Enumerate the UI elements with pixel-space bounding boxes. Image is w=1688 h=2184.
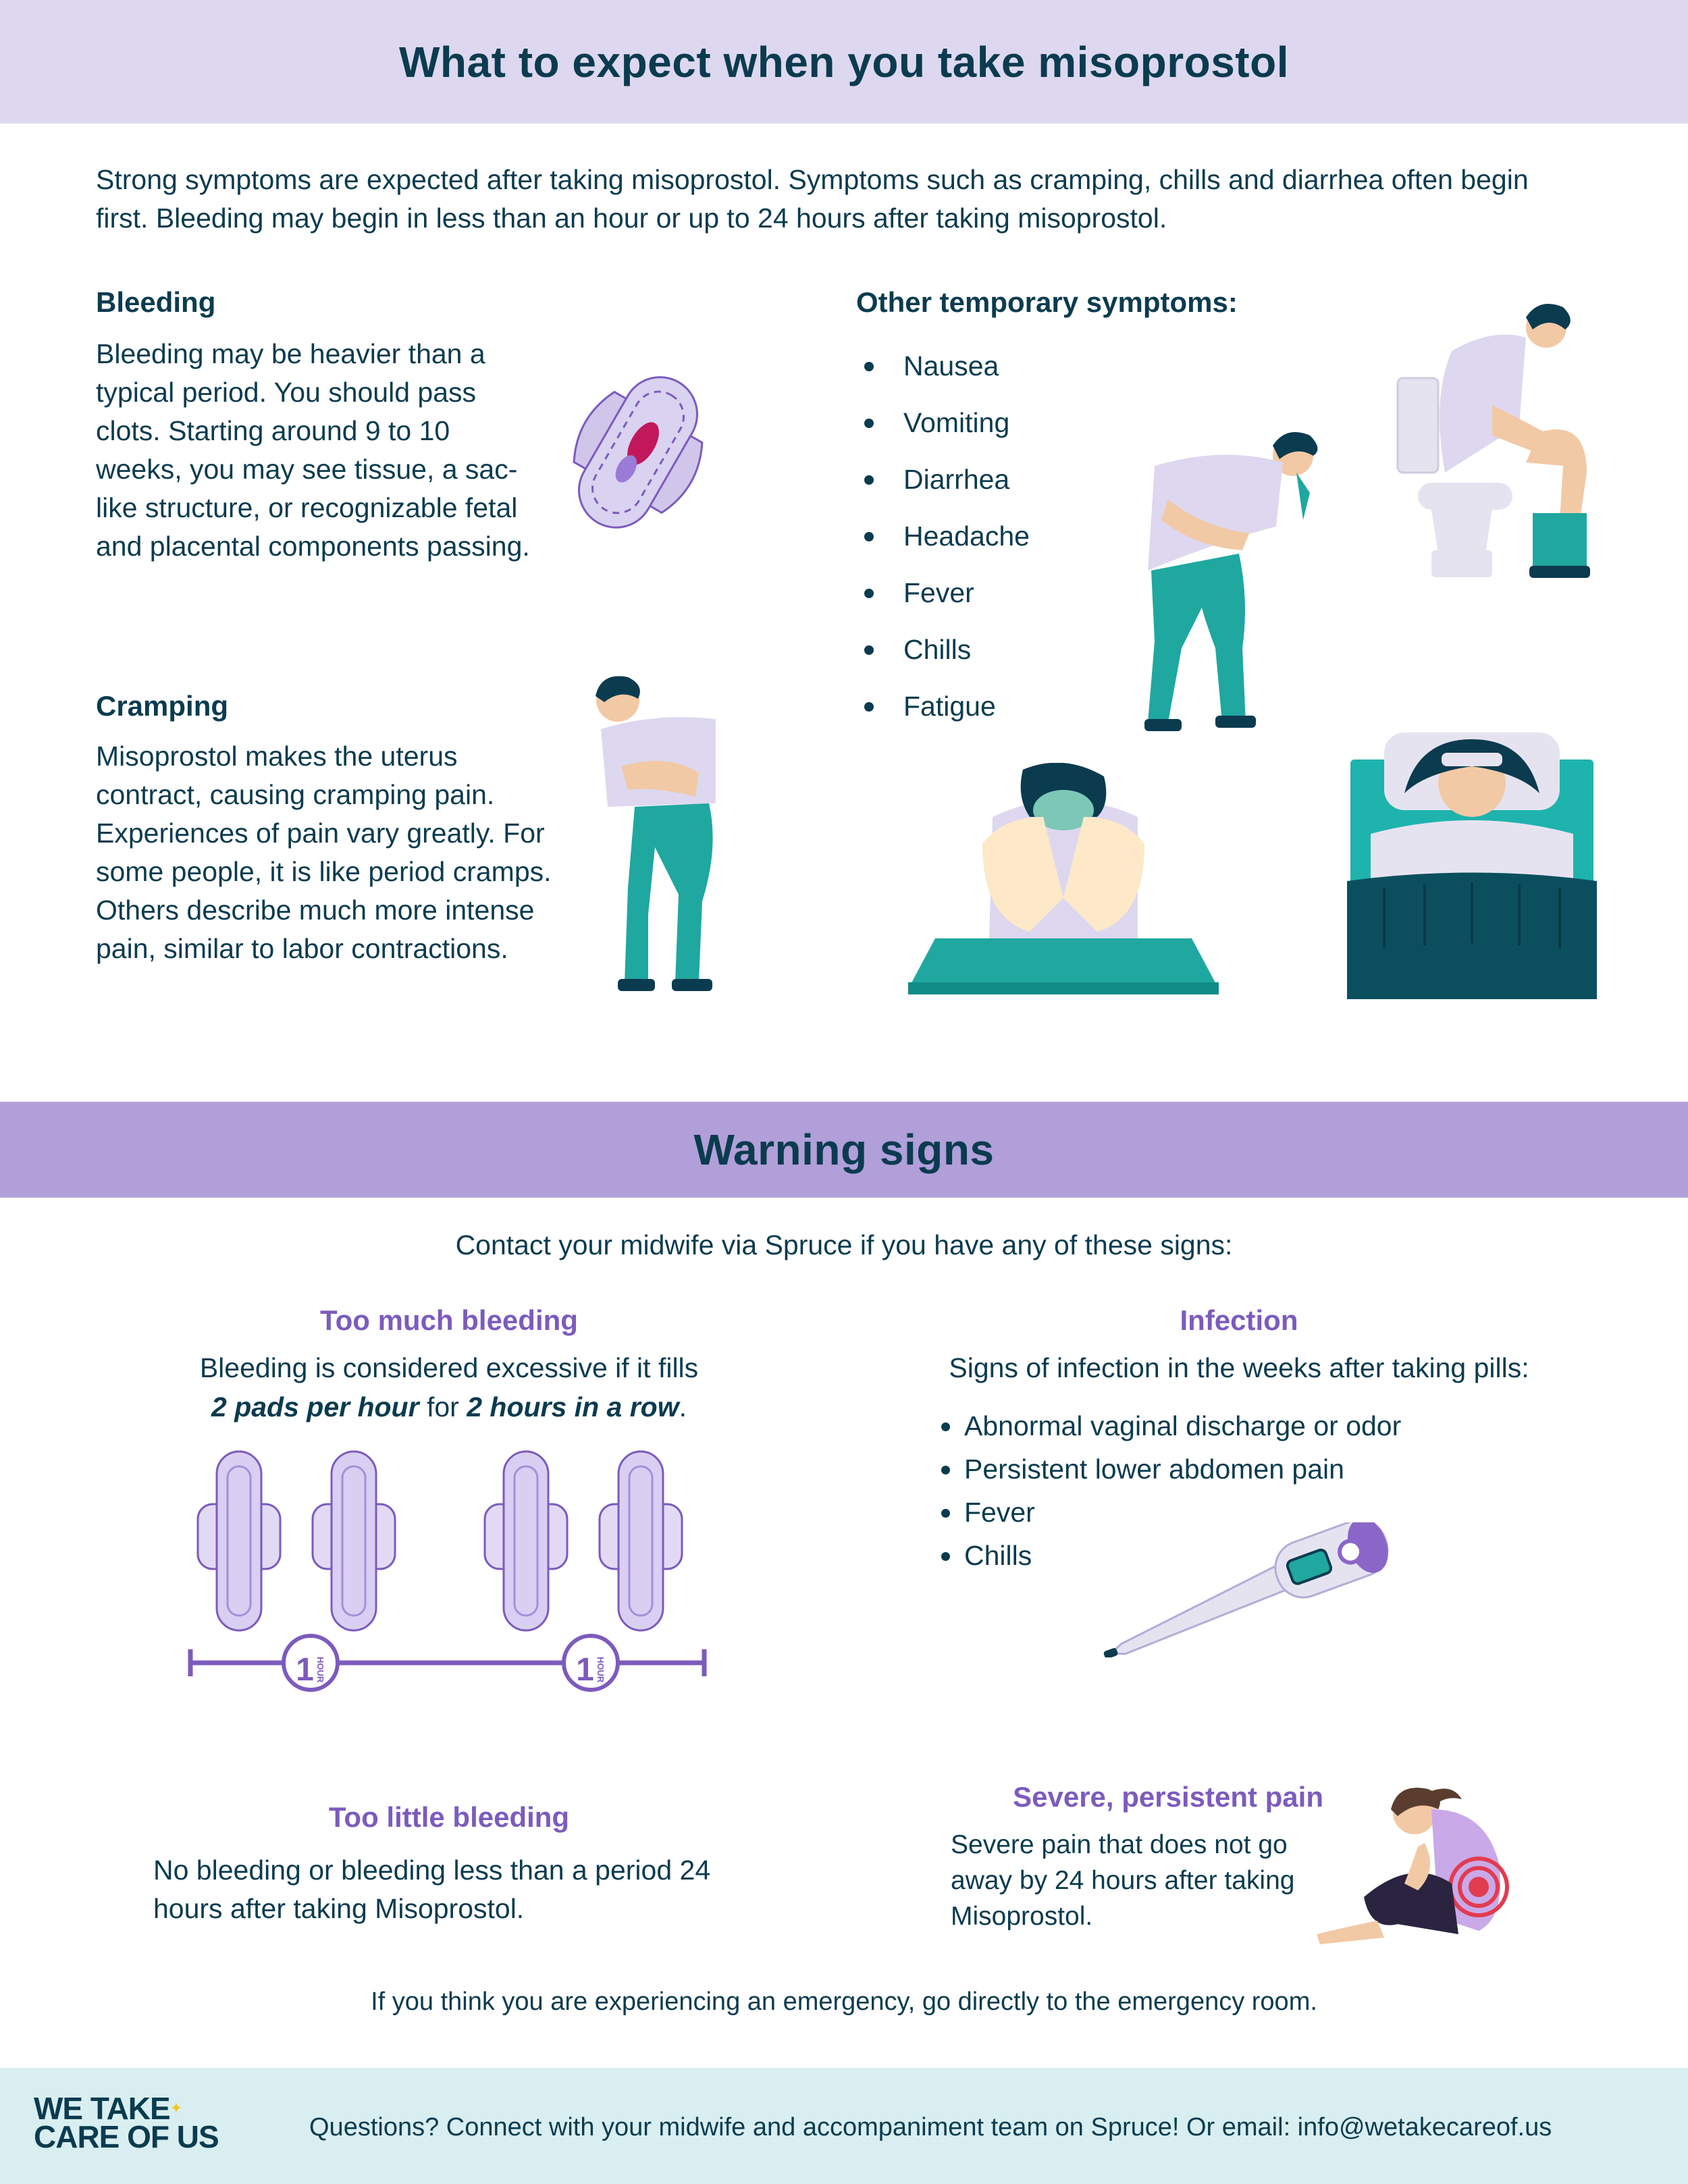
timer-number: 1 <box>296 1651 314 1688</box>
pad-icon <box>600 1451 682 1630</box>
timer-unit: HOUR <box>315 1656 325 1683</box>
infection-intro: Signs of infection in the weeks after taking pills: <box>949 1352 1529 1383</box>
severe-pain-heading: Severe, persistent pain <box>1013 1781 1323 1813</box>
too-little-bleeding-heading: Too little bleeding <box>328 1801 570 1833</box>
list-item: Headache <box>856 508 1030 564</box>
too-much-bleeding-heading: Too much bleeding <box>320 1304 578 1336</box>
logo-line-1: WE TAKE✦ <box>34 2091 182 2126</box>
footer-text: Questions? Connect with your midwife and accompaniment team on Spruce! Or email: info@wetakecareof.us <box>309 2113 1552 2141</box>
list-item: Chills <box>856 621 1030 678</box>
timer-icon <box>564 1643 618 1697</box>
list-item: Fatigue <box>856 678 1030 735</box>
thermometer-icon <box>1090 1522 1401 1657</box>
too-much-bleeding-line2 <box>108 1388 790 1427</box>
pads-per-hour-text: 2 pads per hour <box>211 1391 419 1422</box>
too-much-bleeding-line1: Bleeding is considered excessive if it fills <box>199 1352 699 1383</box>
vomiting-person-illustration <box>1141 425 1330 743</box>
bleeding-heading: Bleeding <box>96 286 216 318</box>
footer-logo[interactable] <box>34 2091 219 2154</box>
pad-icon <box>198 1451 280 1630</box>
emergency-text: If you think you are experiencing an emergency, go directly to the emergency room. <box>371 1988 1317 2016</box>
pads-timeline-illustration <box>182 1445 716 1695</box>
pain-person-illustration <box>1317 1782 1533 1948</box>
cramping-text: Misoprostol makes the uterus contract, causing cramping pain. Experiences of pain vary greatly. For some people, it is like period cramps. Others describe much more intense pain, similar to labor contractions. <box>96 741 552 964</box>
fatigue-person-illustration <box>908 763 1219 999</box>
page-title: What to expect when you take misoprostol <box>399 37 1289 86</box>
cramping-person-illustration <box>581 672 736 999</box>
list-item: Fever <box>856 564 1030 621</box>
other-symptoms-heading: Other temporary symptoms: <box>856 286 1238 318</box>
toilet-person-illustration <box>1391 297 1600 587</box>
infection-heading: Infection <box>1180 1304 1298 1336</box>
header-band <box>0 0 1688 124</box>
timer-number: 1 <box>576 1651 594 1688</box>
list-item: Vomiting <box>856 394 1030 451</box>
too-little-bleeding-text: No bleeding or bleeding less than a period 24 hours after taking Misoprostol. <box>153 1855 711 1924</box>
cramping-heading: Cramping <box>96 690 229 722</box>
list-item: Diarrhea <box>856 451 1030 508</box>
timer-icon <box>284 1643 338 1697</box>
list-item: Persistent lower abdomen pain <box>939 1447 1401 1491</box>
pad-icon <box>485 1451 567 1630</box>
warning-band <box>0 1102 1688 1198</box>
warning-title: Warning signs <box>693 1125 995 1174</box>
pad-illustration <box>554 365 722 540</box>
bleeding-text: Bleeding may be heavier than a typical period. You should pass clots. Starting around 9 to 10 weeks, you may see tissue, a sac-like structure, or recognizable fetal and placental components passing. <box>96 338 530 562</box>
list-item: Abnormal vaginal discharge or odor <box>939 1404 1401 1447</box>
sick-in-bed-illustration <box>1344 733 1600 999</box>
list-item: Fever <box>939 1491 1401 1534</box>
list-item: Chills <box>939 1534 1401 1577</box>
logo-line-2: CARE OF US <box>34 2119 219 2154</box>
severe-pain-text: Severe pain that does not go away by 24 hours after taking Misoprostol. <box>951 1830 1295 1931</box>
intro-text: Strong symptoms are expected after taking misoprostol. Symptoms such as cramping, chills and diarrhea often begin first. Bleeding may begin in less than an hour or up to 24 hours after taking misoprostol. <box>96 164 1529 234</box>
list-item: Nausea <box>856 338 1030 394</box>
timer-unit: HOUR <box>595 1656 606 1683</box>
period-text: . <box>679 1391 687 1422</box>
pad-icon <box>313 1451 395 1630</box>
for-text: for <box>419 1391 467 1422</box>
warning-intro: Contact your midwife via Spruce if you have any of these signs: <box>455 1229 1233 1260</box>
symptoms-list <box>856 338 1030 735</box>
hours-in-row-text: 2 hours in a row <box>467 1391 679 1422</box>
star-icon: ✦ <box>169 2100 182 2116</box>
